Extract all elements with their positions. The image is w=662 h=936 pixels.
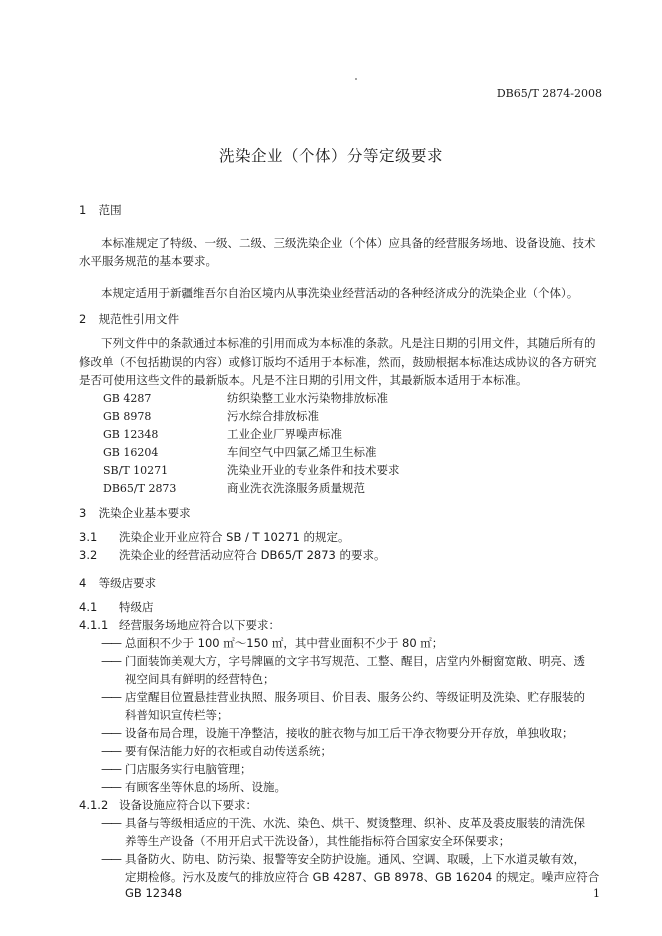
scan-speck (355, 78, 357, 80)
list-item (101, 779, 614, 795)
dash-bullet: —— (101, 780, 120, 794)
page-number: 1 (593, 887, 600, 900)
scope-paragraph-2: 本规定适用于新疆维吾尔自治区境内从事洗染业经营活动的各种经济成分的洗染企业（个体）。 (101, 286, 579, 300)
list-item-text: 具备防火、防电、防污染、报警等安全防护设施。通风、空调、取暖，上下水道灵敏有效， (125, 852, 585, 866)
list-item (101, 743, 614, 759)
clause-number: 4.1.2 (79, 798, 109, 812)
section-number: 2 (79, 312, 87, 326)
scope-paragraph-1-cont: 水平服务规范的基本要求。 (79, 254, 217, 268)
reference-title: 工业企业厂界噪声标准 (227, 427, 342, 441)
section-4-heading (79, 575, 156, 591)
list-item-text: 具备与等级相适应的干洗、水洗、染色、烘干、熨烫整理、织补、皮革及裘皮服装的清洗保 (125, 816, 585, 830)
subsection-4-1-heading (79, 599, 613, 615)
section-title: 范围 (98, 203, 122, 217)
scope-paragraph-1: 本标准规定了特级、一级、二级、三级洗染企业（个体）应具备的经营服务场地、设备设施、技术 (101, 236, 596, 250)
list-item-text: 有顾客坐等休息的场所、设施。 (125, 780, 286, 794)
list-item-text: 设备布局合理，设施干净整洁，接收的脏衣物与加工后干净衣物要分开存放，单独收取； (125, 726, 574, 740)
clause-4-1-1 (79, 617, 613, 633)
section-number: 1 (79, 203, 87, 217)
list-item-continuation: 养等生产设备（不用开启式干洗设备），其性能指标符合国家安全环保要求； (125, 834, 511, 848)
list-item (101, 653, 614, 669)
references-intro-line-3: 是否可使用这些文件的最新版本。凡是不注日期的引用文件，其最新版本适用于本标准。 (79, 373, 528, 387)
reference-title: 纺织染整工业水污染物排放标准 (227, 391, 388, 405)
references-intro-line-1: 下列文件中的条款通过本标准的引用而成为本标准的条款。凡是注日期的引用文件，其随后所有的 (101, 336, 596, 350)
dash-bullet: —— (101, 690, 120, 704)
reference-code: DB65/T 2873 (103, 482, 177, 495)
list-item-continuation: 定期检修。污水及废气的排放应符合 GB 4287、GB 8978、GB 16204 的规定。噪声应符合 GB 12348 (125, 870, 600, 901)
clause-3-2 (79, 547, 613, 563)
dash-bullet: —— (101, 852, 120, 866)
clause-title: 特级店 (119, 600, 154, 614)
section-2-heading (79, 311, 179, 327)
section-1-heading (79, 202, 122, 218)
clause-number: 3.1 (79, 530, 98, 544)
section-title: 等级店要求 (98, 576, 157, 590)
list-item-continuation: 视空间具有鲜明的经营特色； (125, 672, 275, 686)
dash-bullet: —— (101, 654, 120, 668)
section-number: 4 (79, 576, 87, 590)
list-item (101, 689, 614, 705)
reference-code: GB 12348 (103, 428, 159, 441)
list-item-text: 店堂醒目位置悬挂营业执照、服务项目、价目表、服务公约、等级证明及洗染、贮存服装的 (125, 690, 585, 704)
list-item-text: 门店服务实行电脑管理； (125, 762, 252, 776)
clause-number: 4.1.1 (79, 618, 109, 632)
clause-number: 3.2 (79, 548, 98, 562)
clause-text: 设备设施应符合以下要求： (119, 798, 257, 812)
section-title: 规范性引用文件 (98, 312, 180, 326)
reference-row (103, 462, 543, 478)
list-item (101, 725, 614, 741)
list-item-text: 要有保洁能力好的衣柜或自动传送系统； (125, 744, 332, 758)
reference-title: 商业洗衣洗涤服务质量规范 (227, 481, 365, 495)
dash-bullet: —— (101, 744, 120, 758)
reference-row (103, 426, 543, 442)
list-item-text: 门面装饰美观大方，字号牌匾的文字书写规范、工整、醒目，店堂内外橱窗宽敞、明亮、透 (125, 654, 585, 668)
clause-text: 洗染企业的经营活动应符合 DB65/T 2873 的要求。 (119, 548, 386, 562)
reference-row (103, 390, 543, 406)
section-title: 洗染企业基本要求 (98, 506, 191, 520)
section-3-heading (79, 505, 191, 521)
clause-3-1 (79, 529, 613, 545)
clause-number: 4.1 (79, 600, 98, 614)
reference-code: GB 8978 (103, 410, 152, 423)
list-item (101, 815, 614, 831)
reference-code: GB 4287 (103, 392, 152, 405)
dash-bullet: —— (101, 636, 120, 650)
dash-bullet: —— (101, 726, 120, 740)
clause-text: 经营服务场地应符合以下要求： (119, 618, 280, 632)
list-item (101, 761, 614, 777)
reference-title: 车间空气中四氯乙烯卫生标准 (227, 445, 377, 459)
standard-code: DB65/T 2874-2008 (496, 87, 602, 100)
reference-title: 洗染业开业的专业条件和技术要求 (227, 463, 400, 477)
dash-bullet: —— (101, 816, 120, 830)
reference-row (103, 480, 543, 496)
list-item-text: 总面积不少于 100 ㎡～150 ㎡，其中营业面积不少于 80 ㎡； (125, 636, 444, 650)
dash-bullet: —— (101, 762, 120, 776)
section-number: 3 (79, 506, 87, 520)
list-item-continuation: 科普知识宣传栏等； (125, 708, 229, 722)
reference-code: SB/T 10271 (103, 464, 169, 477)
list-item (101, 635, 614, 651)
page-title: 洗染企业（个体）分等定级要求 (218, 147, 443, 165)
clause-4-1-2 (79, 797, 613, 813)
clause-text: 洗染企业开业应符合 SB / T 10271 的规定。 (119, 530, 350, 544)
list-item (101, 851, 614, 867)
reference-row (103, 408, 543, 424)
reference-code: GB 16204 (103, 446, 159, 459)
references-intro-line-2: 修改单（不包括勘误的内容）或修订版均不适用于本标准，然而，鼓励根据本标准达成协议的各方研究 (79, 355, 597, 369)
reference-title: 污水综合排放标准 (227, 409, 319, 423)
reference-row (103, 444, 543, 460)
